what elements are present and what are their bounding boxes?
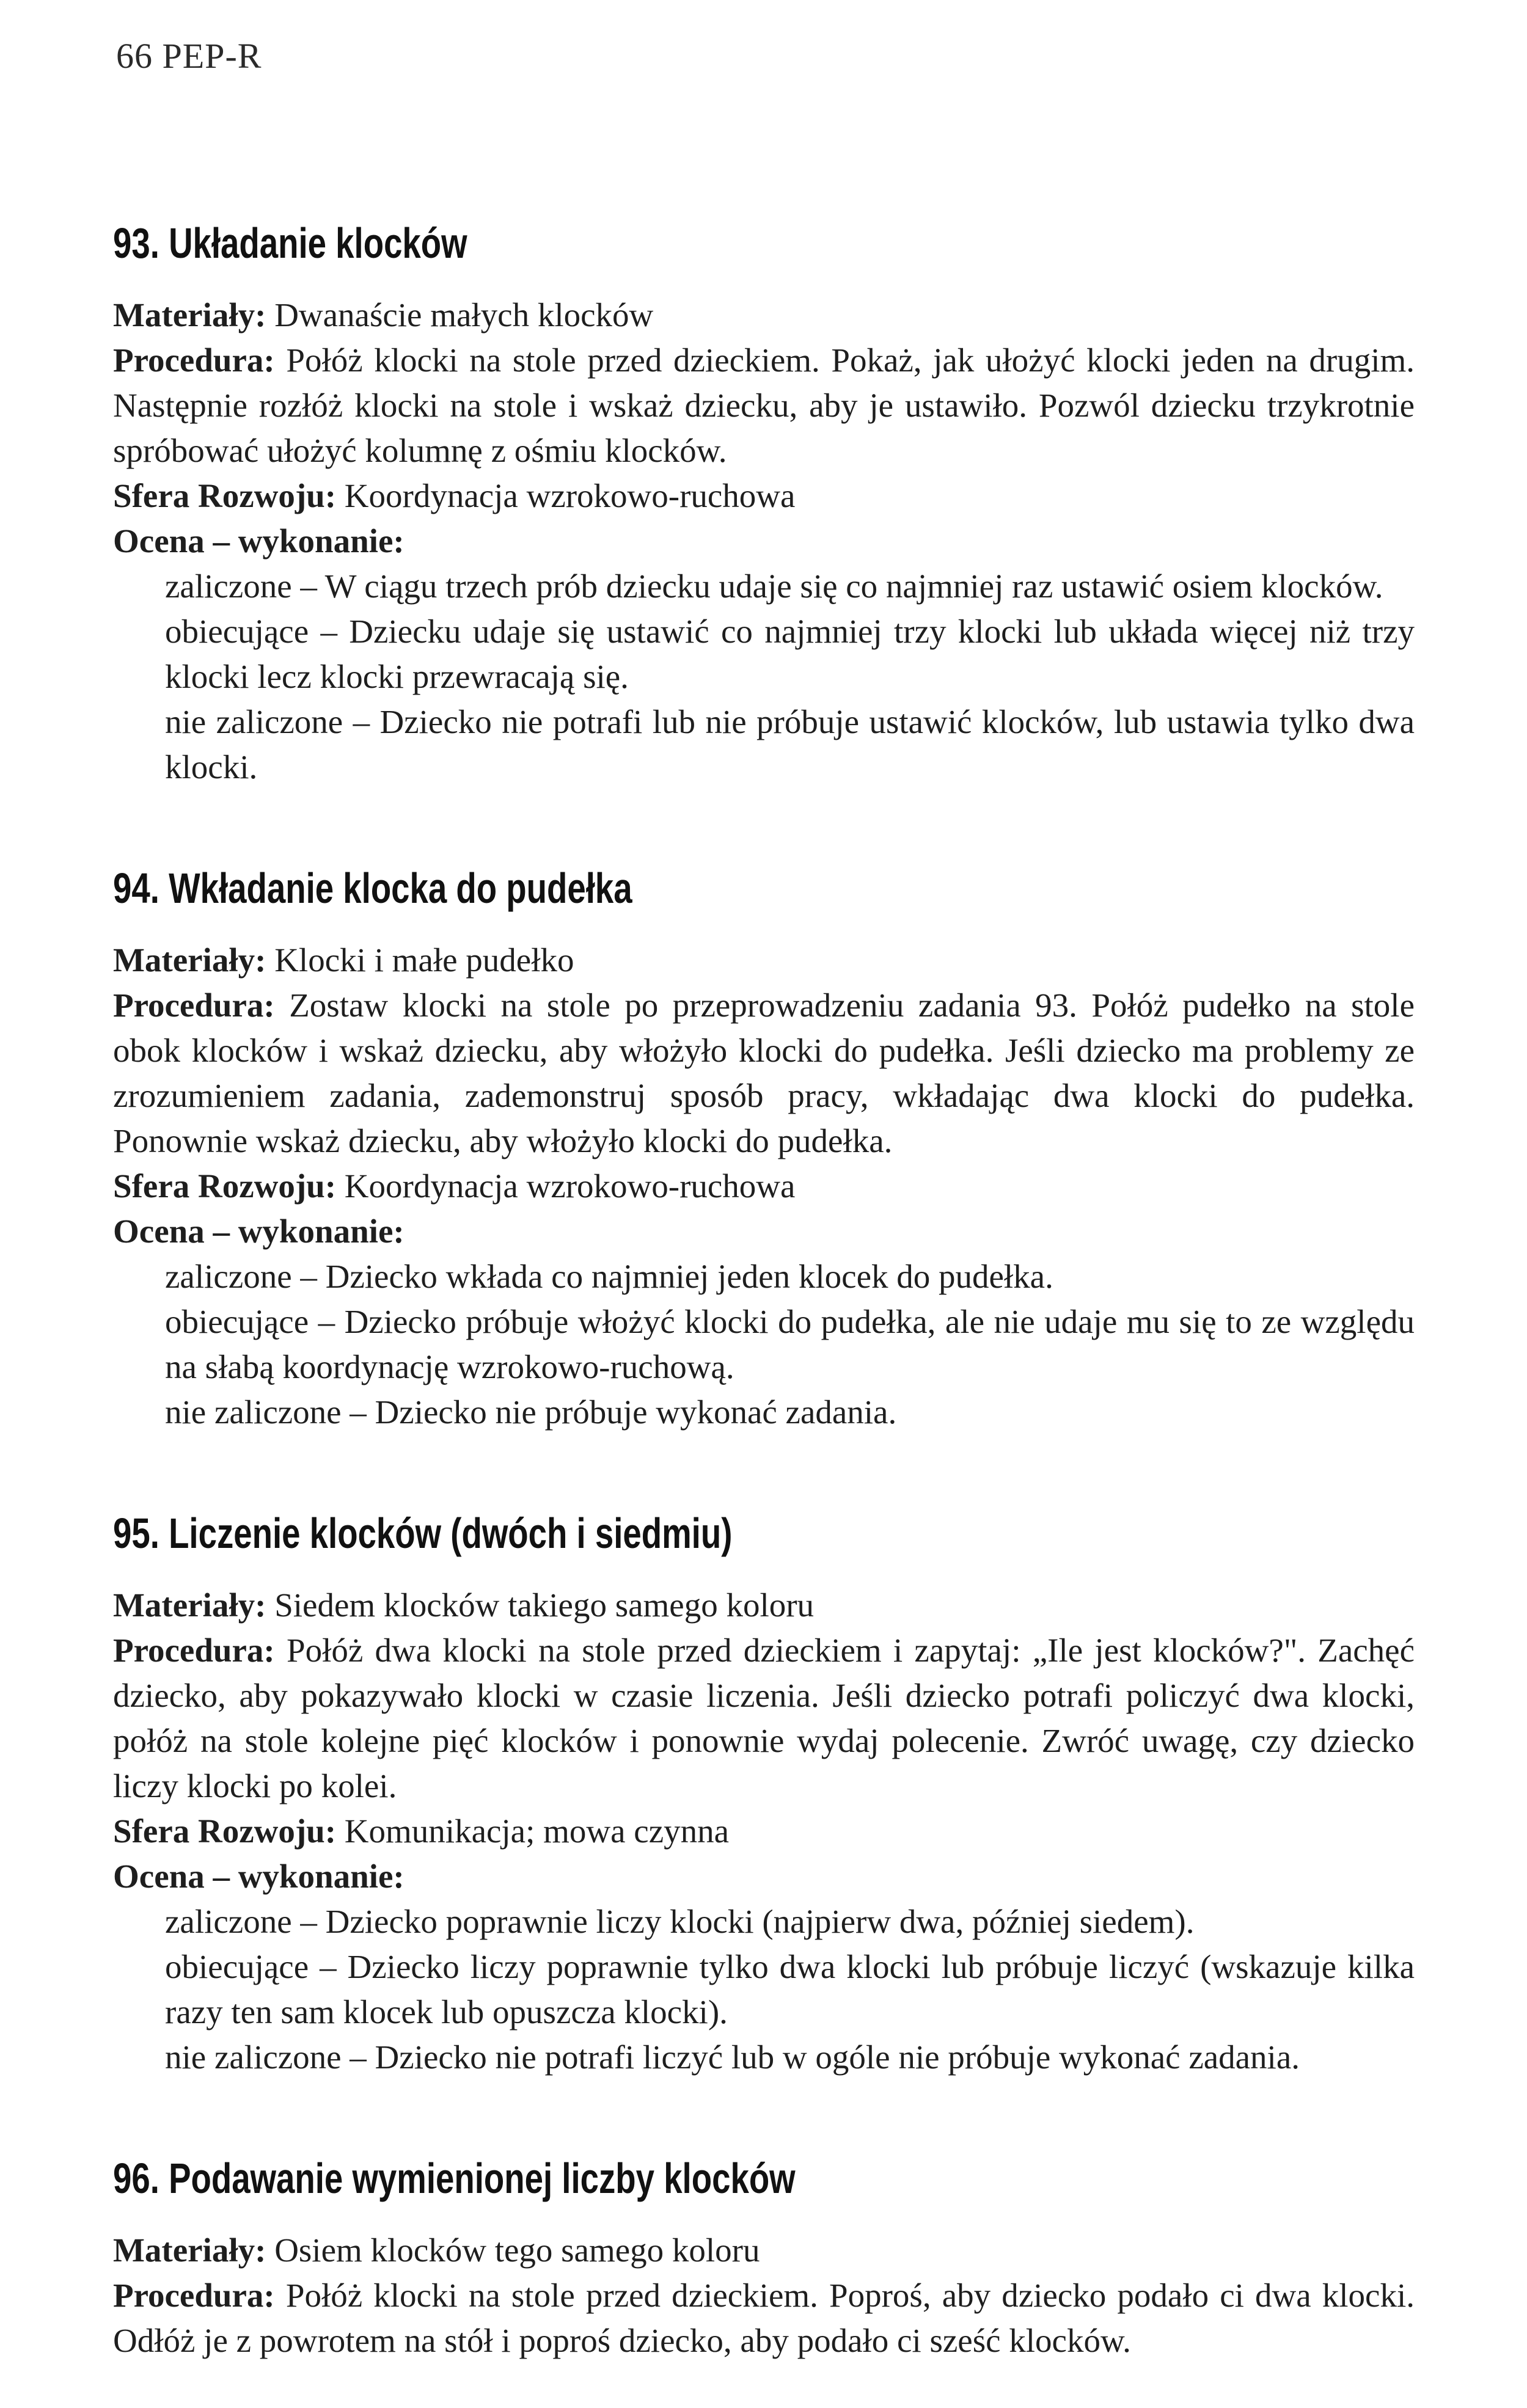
rating-promising: obiecujące – Dziecko liczy poprawnie tylko dwa klocki lub próbuje liczyć (wskazuje kilka razy ten sam klocek lub opuszcza klocki). <box>165 1948 1415 2030</box>
sphere-label: Sfera Rozwoju: <box>113 1167 337 1205</box>
materials-text: Siedem klocków takiego samego koloru <box>274 1586 815 1624</box>
materials-text: Dwanaście małych klocków <box>274 296 654 334</box>
rating-promising: obiecujące – Dziecko próbuje włożyć klocki do pudełka, ale nie udaje mu się to ze względu na słabą koordynację wzrokowo-ruchową. <box>165 1303 1415 1385</box>
procedure-text: Połóż klocki na stole przed dzieckiem. Pokaż, jak ułożyć klocki jeden na drugim. Następnie rozłóż klocki na stole i wskaż dziecku, aby je ustawiło. Pozwól dziecku trzykrotnie spróbować ułożyć kolumnę z ośmiu klocków. <box>113 341 1415 469</box>
materials-label: Materiały: <box>113 296 266 334</box>
sphere-label: Sfera Rozwoju: <box>113 1812 337 1850</box>
sphere-line <box>113 473 1415 519</box>
page-header: 66 PEP-R <box>116 36 262 76</box>
rating-label: Ocena – wykonanie: <box>113 1858 405 1895</box>
page-content <box>113 217 1415 2363</box>
rating-label: Ocena – wykonanie: <box>113 1213 405 1250</box>
procedure-line <box>113 2273 1415 2363</box>
procedure-label: Procedura: <box>113 2277 275 2314</box>
section-title: 95. Liczenie klocków (dwóch i siedmiu) <box>113 1509 733 1557</box>
section-94 <box>113 862 1415 1435</box>
materials-line <box>113 938 1415 983</box>
procedure-text: Zostaw klocki na stole po przeprowadzeniu zadania 93. Połóż pudełko na stole obok klocków i wskaż dziecku, aby włożyło klocki do pudełka. Jeśli dziecko ma problemy ze zrozumieniem zadania, zademonstruj sposób pracy, wkładając dwa klocki do pudełka. Ponownie wskaż dziecku, aby włożyło klocki do pudełka. <box>113 987 1415 1159</box>
rating-label: Ocena – wykonanie: <box>113 522 405 560</box>
rating-promising: obiecujące – Dziecku udaje się ustawić co najmniej trzy klocki lub układa więcej niż trzy klocki lecz klocki przewracają się. <box>165 613 1415 695</box>
materials-label: Materiały: <box>113 2231 266 2269</box>
rating-failed: nie zaliczone – Dziecko nie potrafi lub nie próbuje ustawić klocków, lub ustawia tylko dwa klocki. <box>165 703 1415 786</box>
sphere-line <box>113 1809 1415 1854</box>
section-95 <box>113 1507 1415 2080</box>
sphere-text: Komunikacja; mowa czynna <box>344 1812 730 1850</box>
materials-line <box>113 293 1415 338</box>
procedure-label: Procedura: <box>113 341 275 379</box>
procedure-line <box>113 1628 1415 1809</box>
materials-label: Materiały: <box>113 1586 266 1624</box>
rating-passed: zaliczone – W ciągu trzech prób dziecku udaje się co najmniej raz ustawić osiem klocków. <box>165 567 1383 605</box>
procedure-line <box>113 983 1415 1164</box>
procedure-label: Procedura: <box>113 1632 275 1669</box>
sphere-line <box>113 1164 1415 1209</box>
rating-heading <box>113 1854 1415 1899</box>
materials-line <box>113 1583 1415 1628</box>
sphere-text: Koordynacja wzrokowo-ruchowa <box>344 477 796 514</box>
rating-failed: nie zaliczone – Dziecko nie próbuje wykonać zadania. <box>165 1393 897 1431</box>
rating-passed: zaliczone – Dziecko poprawnie liczy klocki (najpierw dwa, później siedem). <box>165 1903 1195 1940</box>
materials-text: Klocki i małe pudełko <box>274 941 574 979</box>
procedure-text: Połóż dwa klocki na stole przed dzieckiem i zapytaj: „Ile jest klocków?". Zachęć dziecko, aby pokazywało klocki w czasie liczenia. Jeśli dziecko potrafi policzyć dwa klocki, połóż na stole kolejne pięć klocków i ponownie wydaj polecenie. Zwróć uwagę, czy dziecko liczy klocki po kolei. <box>113 1632 1415 1804</box>
rating-heading <box>113 1209 1415 1254</box>
materials-line <box>113 2228 1415 2273</box>
section-title: 93. Układanie klocków <box>113 219 467 267</box>
sphere-text: Koordynacja wzrokowo-ruchowa <box>344 1167 796 1205</box>
rating-passed: zaliczone – Dziecko wkłada co najmniej jeden klocek do pudełka. <box>165 1258 1053 1295</box>
procedure-line <box>113 338 1415 473</box>
materials-text: Osiem klocków tego samego koloru <box>274 2231 760 2269</box>
materials-label: Materiały: <box>113 941 266 979</box>
rating-failed: nie zaliczone – Dziecko nie potrafi liczyć lub w ogóle nie próbuje wykonać zadania. <box>165 2038 1300 2076</box>
section-96 <box>113 2152 1415 2363</box>
procedure-label: Procedura: <box>113 987 275 1024</box>
rating-heading <box>113 519 1415 564</box>
section-title: 94. Wkładanie klocka do pudełka <box>113 864 632 912</box>
section-93 <box>113 217 1415 790</box>
section-title: 96. Podawanie wymienionej liczby klocków <box>113 2154 796 2202</box>
sphere-label: Sfera Rozwoju: <box>113 477 337 514</box>
procedure-text: Połóż klocki na stole przed dzieckiem. Poproś, aby dziecko podało ci dwa klocki. Odłóż je z powrotem na stół i poproś dziecko, aby podało ci sześć klocków. <box>113 2277 1415 2359</box>
